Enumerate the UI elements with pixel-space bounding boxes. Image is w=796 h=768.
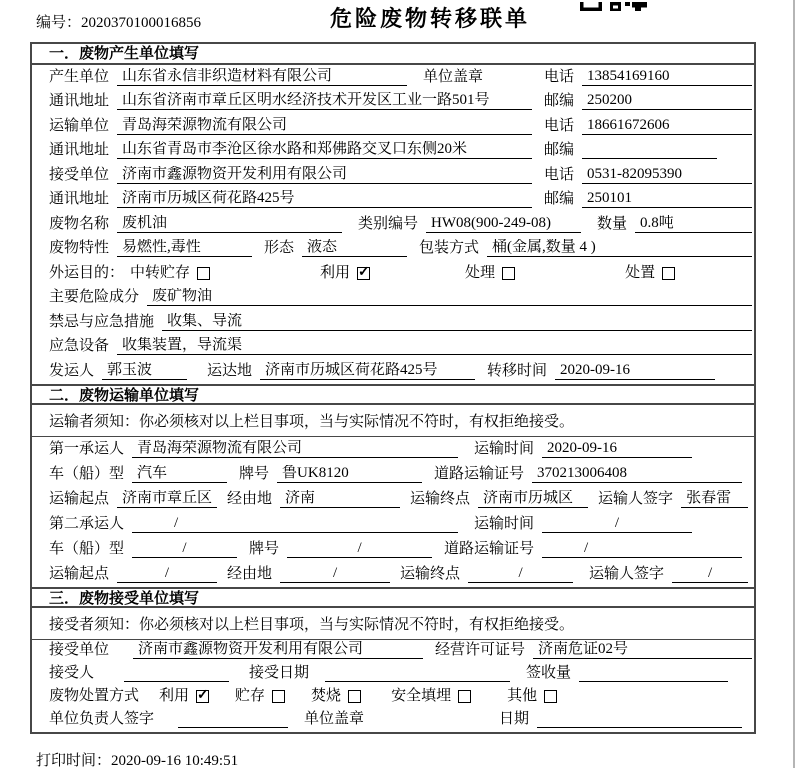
row-waste-name	[32, 212, 754, 237]
disposal-utilize-checkbox	[196, 690, 209, 703]
disposal-incinerate-checkbox	[348, 690, 361, 703]
producer-address-field: 山东省济南市章丘区明水经济技术开发区工业一路501号	[117, 92, 532, 110]
row-emergency-equipment	[32, 335, 754, 360]
serial-value: 2020370100016856	[81, 15, 202, 31]
transfer-storage-checkbox	[197, 267, 210, 280]
disposal-other-checkbox	[544, 690, 557, 703]
plate1-label: 牌号	[239, 465, 270, 482]
destination-field: 济南市历城区荷花路425号	[260, 362, 475, 380]
purpose-option-label: 处理	[465, 264, 496, 281]
row-producer	[32, 65, 754, 90]
carrier1-field: 青岛海荣源物流有限公司	[132, 440, 458, 458]
plate2-label: 牌号	[249, 540, 280, 557]
origin2-label: 运输起点	[49, 565, 110, 582]
emergency-measures-field: 收集、导流	[162, 313, 752, 331]
transporter-notice: 运输者须知：你必须核对以上栏目事项，当与实际情况不符时，有权拒绝接受。	[32, 405, 754, 437]
carrier2-label: 第二承运人	[49, 515, 125, 532]
destination-label: 运达地	[207, 362, 253, 379]
terminus2-label: 运输终点	[400, 565, 461, 582]
shipper-field: 郭玉波	[102, 362, 187, 380]
disposal-option-label: 贮存	[235, 687, 266, 704]
receiver-unit-field: 济南市鑫源物资开发利用有限公司	[133, 641, 423, 659]
emergency-equipment-field: 收集装置，导流渠	[117, 337, 752, 355]
row-receiver-address	[32, 188, 754, 213]
section2-rows	[32, 437, 754, 587]
section-transporter	[32, 384, 754, 587]
waste-name-label: 废物名称	[49, 215, 110, 232]
page-title: 危险废物转移联单	[330, 6, 531, 31]
transport-time1-field: 2020-09-16	[542, 440, 692, 458]
receiver-phone-label: 电话	[543, 166, 574, 183]
disposal-option-label: 其他	[507, 687, 538, 704]
disposal-option-label: 焚烧	[311, 687, 342, 704]
row-carrier1	[32, 437, 754, 462]
receiver-value-field: 济南市鑫源物资开发利用有限公司	[117, 166, 532, 184]
transporter-address-label: 通讯地址	[49, 142, 110, 158]
via1-label: 经由地	[227, 490, 273, 507]
purpose-option-utilize	[320, 265, 370, 282]
serial-label: 编号：	[36, 15, 82, 31]
print-time	[36, 749, 238, 768]
receiver-unit-label: 接受单位	[49, 641, 110, 658]
row-receiver	[32, 163, 754, 188]
via2-label: 经由地	[227, 565, 273, 582]
row-shipper	[32, 359, 754, 384]
serial-number	[36, 11, 201, 32]
vehicle-type1-field: 汽车	[132, 465, 227, 483]
receiver-person-label: 接受人	[49, 664, 95, 681]
disposal-option-other	[507, 688, 557, 705]
producer-value-field: 山东省永信非织造材料有限公司	[117, 68, 407, 86]
treat-checkbox	[502, 267, 515, 280]
transfer-time-field: 2020-09-16	[555, 362, 715, 380]
purpose-option-treat	[465, 265, 515, 282]
row-producer-address	[32, 90, 754, 115]
producer-phone-label: 电话	[543, 68, 574, 85]
carrier-sign2-field: /	[672, 565, 748, 583]
row-vehicle2	[32, 537, 754, 562]
transporter-address-field: 山东省青岛市李沧区徐水路和郑佛路交叉口东侧20米	[117, 141, 532, 159]
origin1-label: 运输起点	[49, 490, 110, 507]
date-label: 日期	[498, 710, 529, 727]
responsible-sign-label: 单位负责人签字	[49, 710, 155, 727]
form-field: 液态	[302, 239, 407, 257]
purpose-label: 外运目的：	[49, 264, 125, 281]
packaging-label: 包装方式	[419, 240, 480, 256]
category-label: 类别编号	[358, 215, 419, 232]
section3-rows	[32, 640, 754, 732]
page-right-edge	[793, 0, 795, 768]
producer-address-label: 通讯地址	[49, 93, 110, 109]
producer-label: 产生单位	[49, 68, 110, 85]
row-carrier2	[32, 512, 754, 537]
purpose-option-label: 利用	[320, 264, 351, 281]
category-field: HW08(900-249-08)	[426, 215, 581, 233]
receive-date-label: 接受日期	[249, 664, 310, 681]
hazard-field: 废矿物油	[147, 288, 752, 306]
transporter-label: 运输单位	[49, 117, 110, 134]
receiver-person-field	[124, 664, 229, 682]
shipper-label: 发运人	[49, 362, 95, 379]
disposal-landfill-checkbox	[458, 690, 471, 703]
receiver-phone-field: 0531-82095390	[582, 166, 752, 184]
section2-title: 二．废物运输单位填写	[32, 384, 754, 405]
transfer-time-label: 转移时间	[487, 362, 548, 379]
property-field: 易燃性,毒性	[117, 239, 252, 257]
transporter-phone-field: 18661672606	[582, 117, 752, 135]
purpose-option-label: 中转贮存	[130, 264, 191, 281]
receiver-address-field: 济南市历城区荷花路425号	[117, 190, 532, 208]
carrier-sign1-label: 运输人签字	[598, 490, 674, 507]
plate2-field: /	[287, 540, 432, 558]
transport-time1-label: 运输时间	[473, 440, 534, 457]
terminus1-label: 运输终点	[410, 490, 471, 507]
via2-field: /	[280, 565, 390, 583]
receiver-notice: 接受者须知：你必须核对以上栏目事项，当与实际情况不符时，有权拒绝接受。	[32, 608, 754, 640]
row-vehicle1	[32, 462, 754, 487]
row-purpose	[32, 261, 754, 286]
utilize-checkbox	[357, 267, 370, 280]
disposal-option-utilize	[159, 688, 209, 705]
section-receiver	[32, 587, 754, 732]
road-permit1-field: 370213006408	[532, 465, 742, 483]
license-field: 济南危证02号	[533, 641, 752, 659]
dispose-checkbox	[662, 267, 675, 280]
purpose-option-dispose	[625, 265, 675, 282]
receiver-address-label: 通讯地址	[49, 191, 110, 207]
carrier2-field: /	[132, 515, 458, 533]
road-permit2-label: 道路运输证号	[444, 540, 535, 557]
transporter-zip-label: 邮编	[543, 142, 574, 158]
producer-zip-field: 250200	[582, 92, 752, 110]
disposal-storage-checkbox	[272, 690, 285, 703]
terminus1-field: 济南市历城区	[478, 490, 588, 508]
row-transporter	[32, 114, 754, 139]
terminus2-field: /	[468, 565, 573, 583]
road-permit1-label: 道路运输证号	[434, 465, 525, 482]
row-route2	[32, 562, 754, 587]
receiver-seal-label: 单位盖章	[304, 710, 365, 727]
vehicle-type1-label: 车（船）型	[49, 465, 125, 482]
print-time-label: 打印时间：	[36, 753, 112, 768]
qr-code-fragment-icon	[580, 0, 650, 17]
via1-field: 济南	[280, 490, 400, 508]
hazard-label: 主要危险成分	[49, 289, 140, 305]
responsible-sign-field	[178, 710, 288, 728]
row-disposal-method	[32, 686, 754, 709]
transport-time2-field: /	[542, 515, 692, 533]
producer-zip-label: 邮编	[543, 93, 574, 109]
purpose-option-transfer-storage	[130, 265, 210, 282]
property-label: 废物特性	[49, 240, 110, 256]
license-label: 经营许可证号	[435, 641, 526, 658]
receiver-zip-label: 邮编	[543, 191, 574, 207]
row-receiver-unit	[32, 640, 754, 663]
carrier-sign1-field: 张春雷	[681, 490, 748, 508]
row-transporter-address	[32, 139, 754, 164]
received-qty-field	[579, 664, 728, 682]
disposal-option-storage	[235, 688, 285, 705]
receiver-zip-field: 250101	[582, 190, 752, 208]
quantity-field: 0.8吨	[635, 215, 752, 233]
row-waste-property	[32, 237, 754, 262]
disposal-option-label: 利用	[159, 687, 190, 704]
road-permit2-field: /	[542, 540, 742, 558]
vehicle-type2-label: 车（船）型	[49, 540, 125, 557]
section1-title: 一．废物产生单位填写	[32, 44, 754, 65]
section3-title: 三．废物接受单位填写	[32, 587, 754, 608]
row-emergency-measures	[32, 310, 754, 335]
transporter-phone-label: 电话	[543, 117, 574, 134]
transporter-zip-field	[582, 141, 717, 159]
quantity-label: 数量	[597, 215, 628, 232]
packaging-field: 桶(金属,数量 4 )	[487, 239, 752, 257]
row-route1	[32, 487, 754, 512]
received-qty-label: 签收量	[526, 664, 572, 681]
manifest-form	[30, 42, 756, 734]
unit-seal-label: 单位盖章	[423, 68, 484, 85]
emergency-equipment-label: 应急设备	[49, 338, 110, 354]
section-producer	[32, 44, 754, 384]
receiver-label: 接受单位	[49, 166, 110, 183]
date-field	[537, 710, 742, 728]
section1-rows	[32, 65, 754, 384]
print-time-value: 2020-09-16 10:49:51	[111, 753, 239, 768]
producer-phone-field: 13854169160	[582, 68, 752, 86]
waste-name-field: 废机油	[117, 215, 342, 233]
emergency-measures-label: 禁忌与应急措施	[49, 313, 155, 330]
row-responsible-sign	[32, 709, 754, 732]
origin2-field: /	[117, 565, 217, 583]
origin1-field: 济南市章丘区	[117, 490, 217, 508]
disposal-option-landfill	[391, 688, 471, 705]
carrier1-label: 第一承运人	[49, 440, 125, 457]
disposal-option-label: 安全填埋	[391, 687, 452, 704]
receive-date-field	[325, 664, 510, 682]
plate1-field: 鲁UK8120	[277, 465, 422, 483]
form-label: 形态	[264, 240, 295, 256]
purpose-option-label: 处置	[625, 264, 656, 281]
row-receiver-person	[32, 663, 754, 686]
transport-time2-label: 运输时间	[473, 515, 534, 532]
transporter-value-field: 青岛海荣源物流有限公司	[117, 117, 532, 135]
disposal-label: 废物处置方式	[49, 687, 140, 704]
disposal-option-incinerate	[311, 688, 361, 705]
row-hazard	[32, 286, 754, 311]
vehicle-type2-field: /	[132, 540, 237, 558]
carrier-sign2-label: 运输人签字	[589, 565, 665, 582]
